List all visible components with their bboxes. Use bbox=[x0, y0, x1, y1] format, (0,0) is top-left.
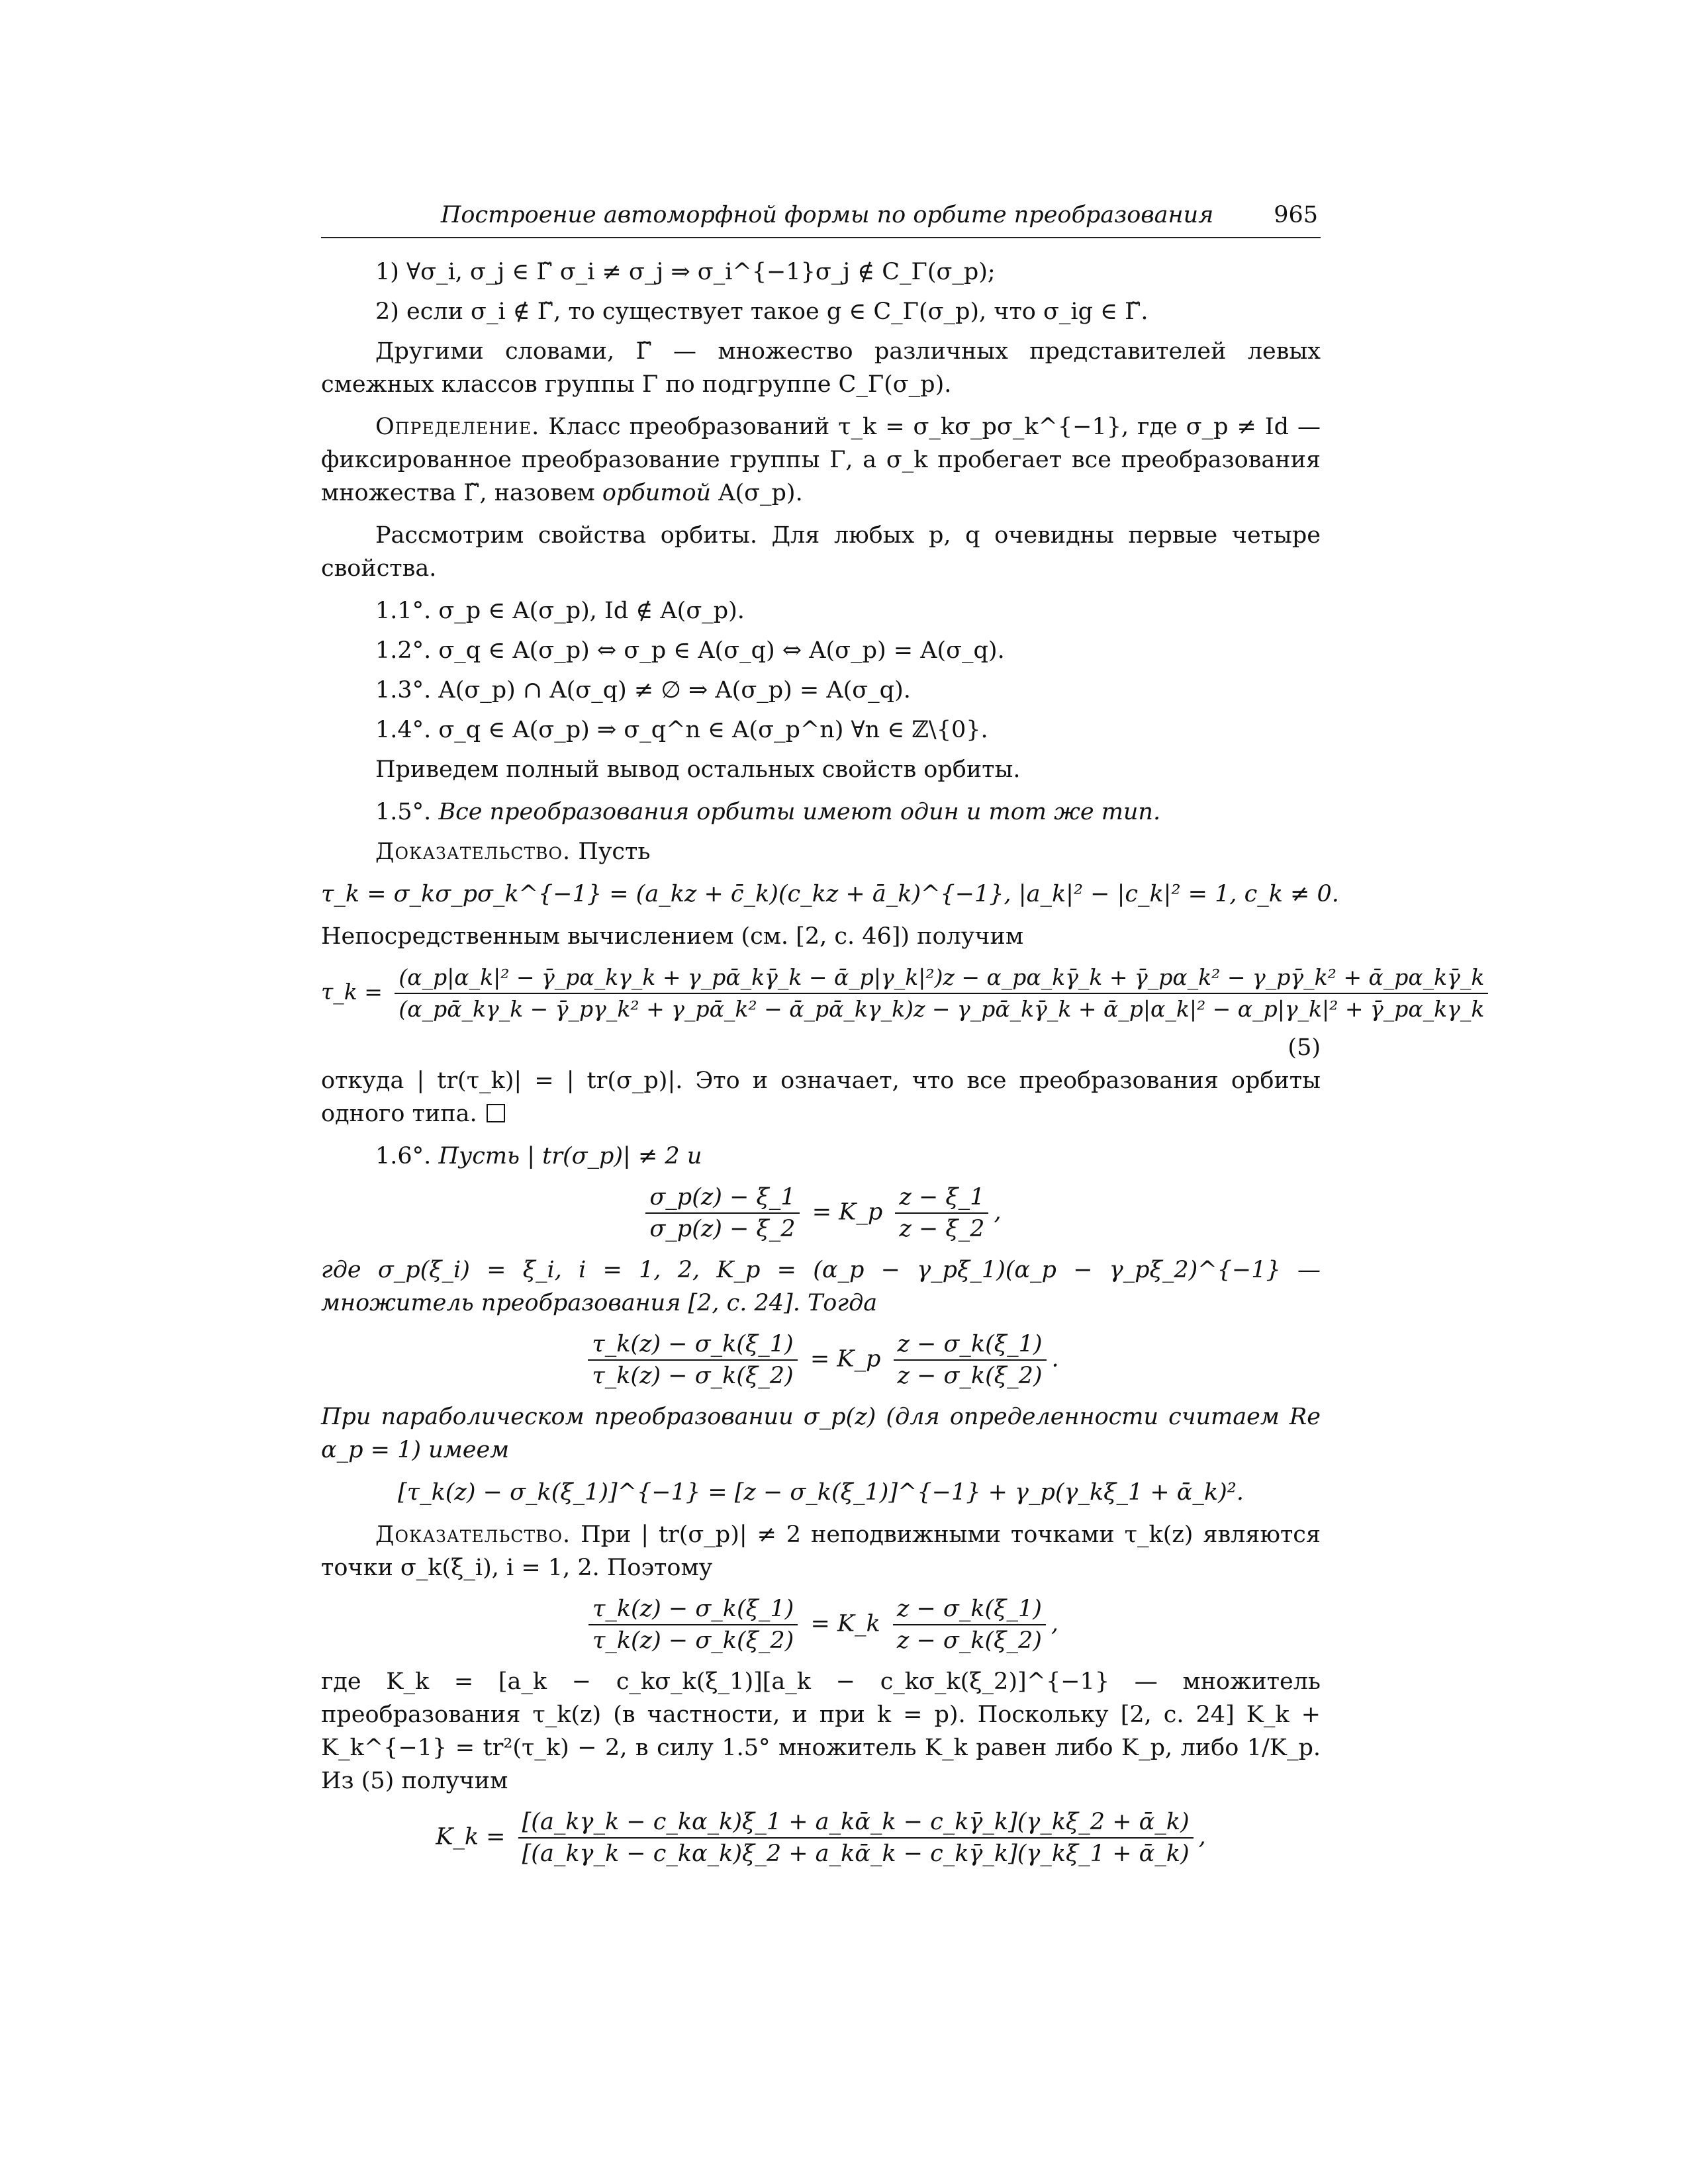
formula-9-lhs: K_k = bbox=[436, 1823, 506, 1850]
condition-1: 1) ∀σ_i, σ_j ∈ Γ̃ σ_i ≠ σ_j ⇒ σ_i^{−1}σ_j ∉ C_Γ(σ_p); bbox=[375, 259, 996, 285]
formula-7-right-denominator: z − σ_k(ξ_2) bbox=[897, 1363, 1043, 1389]
formula-6-right-fraction bbox=[895, 1182, 988, 1244]
direct-calculation: Непосредственным вычислением (см. [2, с. 46]) получим bbox=[321, 923, 1024, 950]
formula-7-left-fraction bbox=[588, 1329, 797, 1391]
formula-5 bbox=[321, 962, 1485, 1024]
running-title: Построение автоморфной формы по орбите преобразования bbox=[440, 202, 1214, 228]
proof-2-text: При | tr(σ_p)| ≠ 2 неподвижными точками τ_k(z) являются точки σ_k(ξ_i), i = 1, 2. Поэтому bbox=[321, 1522, 1321, 1581]
formula-9-denominator: [(a_kγ_k − c_kα_k)ξ_2 + a_kᾱ_k − c_kγ̄_k](γ_kξ_1 + ᾱ_k) bbox=[522, 1841, 1190, 1867]
formula-6-left-denominator: σ_p(z) − ξ_2 bbox=[649, 1216, 796, 1242]
page bbox=[321, 199, 1485, 1878]
formula-8-left-numerator: τ_k(z) − σ_k(ξ_1) bbox=[588, 1594, 798, 1625]
proof-1-start: Пусть bbox=[578, 839, 651, 865]
formula-8-right-fraction bbox=[893, 1594, 1046, 1656]
definition-label: Определение. bbox=[375, 414, 540, 440]
property-1-1: 1.1°. σ_p ∈ A(σ_p), Id ∉ A(σ_p). bbox=[375, 598, 745, 624]
proof-1 bbox=[321, 835, 1321, 868]
formula-7-left-denominator: τ_k(z) − σ_k(ξ_2) bbox=[592, 1363, 794, 1389]
formula-parabolic: [τ_k(z) − σ_k(ξ_1)]^{−1} = [z − σ_k(ξ_1)]^{−1} + γ_p(γ_kξ_1 + ᾱ_k)². bbox=[398, 1479, 1244, 1506]
formula-tau: τ_k = σ_kσ_pσ_k^{−1} = (a_kz + c̄_k)(c_kz + ā_k)^{−1}, |a_k|² − |c_k|² = 1, c_k ≠ 0. bbox=[321, 881, 1339, 907]
formula-6-tail: , bbox=[994, 1199, 1002, 1226]
property-1-5-number: 1.5°. bbox=[375, 799, 432, 825]
formula-8-tail: , bbox=[1051, 1610, 1059, 1637]
property-1-5 bbox=[321, 796, 1321, 829]
formula-8-right-numerator: z − σ_k(ξ_1) bbox=[893, 1594, 1046, 1625]
property-1-3: 1.3°. A(σ_p) ∩ A(σ_q) ≠ ∅ ⇒ A(σ_p) = A(σ_q). bbox=[375, 677, 911, 704]
formula-6-middle: = K_p bbox=[812, 1199, 883, 1226]
proof-label: Доказательство. bbox=[375, 839, 571, 865]
whence-text: откуда | tr(τ_k)| = | tr(σ_p)|. Это и означает, что все преобразования орбиты одного типа. bbox=[321, 1068, 1321, 1127]
formula-7-middle: = K_p bbox=[810, 1345, 881, 1373]
running-header bbox=[321, 199, 1321, 238]
formula-5-lhs: τ_k = bbox=[321, 979, 383, 1005]
formula-6-left-fraction bbox=[645, 1182, 799, 1244]
formula-7-tail: . bbox=[1051, 1345, 1059, 1373]
proof-2 bbox=[321, 1518, 1321, 1584]
formula-6-left-numerator: σ_p(z) − ξ_1 bbox=[645, 1182, 799, 1214]
proof-2-label: Доказательство. bbox=[375, 1522, 571, 1548]
formula-7-right-numerator: z − σ_k(ξ_1) bbox=[894, 1329, 1047, 1361]
whence-paragraph bbox=[321, 1064, 1321, 1130]
formula-6-right-denominator: z − ξ_2 bbox=[899, 1216, 985, 1242]
formula-5-fraction bbox=[395, 962, 1488, 1024]
formula-5-numerator: (α_p|α_k|² − γ̄_pα_kγ_k + γ_pᾱ_kγ̄_k − ᾱ_p|γ_k|²)z − α_pα_kγ̄_k + γ̄_pα_k² − γ_pγ̄_k² + ᾱ_pα_kγ̄_k bbox=[395, 962, 1488, 994]
equation-number-5: (5) bbox=[1288, 1034, 1321, 1061]
formula-7-left-numerator: τ_k(z) − σ_k(ξ_1) bbox=[588, 1329, 797, 1361]
formula-5-denominator: (α_pᾱ_kγ_k − γ̄_pγ_k² + γ_pᾱ_k² − ᾱ_pᾱ_kγ_k)z − γ_pᾱ_kγ̄_k + ᾱ_p|α_k|² − α_p|γ_k|² + γ̄_pα_kγ_k bbox=[399, 996, 1485, 1022]
formula-8-left-denominator: τ_k(z) − σ_k(ξ_2) bbox=[592, 1627, 794, 1654]
formula-7-right-fraction bbox=[894, 1329, 1047, 1391]
page-number: 965 bbox=[1274, 202, 1318, 228]
definition-text: Класс преобразований τ_k = σ_kσ_pσ_k^{−1}, где σ_p ≠ Id — фиксированное преобразование группы Γ, а σ_k пробегает все преобразования множества Γ̃, назовем bbox=[321, 414, 1321, 506]
property-1-2: 1.2°. σ_q ∈ A(σ_p) ⇔ σ_p ∈ A(σ_q) ⇔ A(σ_p) = A(σ_q). bbox=[375, 637, 1005, 664]
property-1-6-text: Пусть | tr(σ_p)| ≠ 2 и bbox=[438, 1143, 702, 1169]
formula-7 bbox=[321, 1329, 1321, 1391]
formula-9 bbox=[321, 1807, 1321, 1869]
formula-6-right-numerator: z − ξ_1 bbox=[895, 1182, 988, 1214]
formula-9-tail: , bbox=[1198, 1823, 1206, 1850]
other-words-paragraph: Другими словами, Γ̃ — множество различных представителей левых смежных классов группы Γ по подгруппе C_Γ(σ_p). bbox=[321, 338, 1321, 398]
property-1-6-number: 1.6°. bbox=[375, 1143, 432, 1169]
property-1-5-text: Все преобразования орбиты имеют один и тот же тип. bbox=[438, 799, 1161, 825]
formula-8-right-denominator: z − σ_k(ξ_2) bbox=[896, 1627, 1042, 1654]
condition-2: 2) если σ_i ∉ Γ̃, то существует такое g ∈ C_Γ(σ_p), что σ_ig ∈ Γ̃. bbox=[375, 298, 1149, 325]
definition-term: орбитой bbox=[602, 480, 712, 506]
where-Kk-paragraph: где K_k = [a_k − c_kσ_k(ξ_1)][a_k − c_kσ_k(ξ_2)]^{−1} — множитель преобразования τ_k(z) (в частности, и при k = p). Поскольку [2, с. 24] K_k + K_k^{−1} = tr²(τ_k) − 2, в силу 1.5° множитель K_k равен либо K_p, либо 1/K_p. Из (5) получим bbox=[321, 1668, 1321, 1794]
formula-8-left-fraction bbox=[588, 1594, 798, 1656]
qed-icon bbox=[487, 1104, 505, 1122]
where-sigma-paragraph: где σ_p(ξ_i) = ξ_i, i = 1, 2, K_p = (α_p − γ_pξ_1)(α_p − γ_pξ_2)^{−1} — множитель преобразования [2, с. 24]. Тогда bbox=[321, 1257, 1321, 1316]
formula-9-fraction bbox=[518, 1807, 1194, 1869]
parabolic-paragraph: При параболическом преобразовании σ_p(z) (для определенности считаем Re α_p = 1) имеем bbox=[321, 1404, 1321, 1463]
formula-9-numerator: [(a_kγ_k − c_kα_k)ξ_1 + a_kᾱ_k − c_kγ̄_k](γ_kξ_2 + ᾱ_k) bbox=[518, 1807, 1194, 1839]
formula-8-middle: = K_k bbox=[810, 1610, 880, 1637]
full-derivation: Приведем полный вывод остальных свойств орбиты. bbox=[375, 756, 1021, 783]
property-1-4: 1.4°. σ_q ∈ A(σ_p) ⇒ σ_q^n ∈ A(σ_p^n) ∀n ∈ ℤ\{0}. bbox=[375, 717, 988, 743]
formula-6 bbox=[321, 1182, 1321, 1244]
consider-paragraph: Рассмотрим свойства орбиты. Для любых p, q очевидны первые четыре свойства. bbox=[321, 522, 1321, 582]
definition-tail: A(σ_p). bbox=[718, 480, 803, 506]
definition-paragraph bbox=[321, 410, 1321, 510]
property-1-6 bbox=[321, 1140, 1321, 1173]
formula-8 bbox=[321, 1594, 1321, 1656]
